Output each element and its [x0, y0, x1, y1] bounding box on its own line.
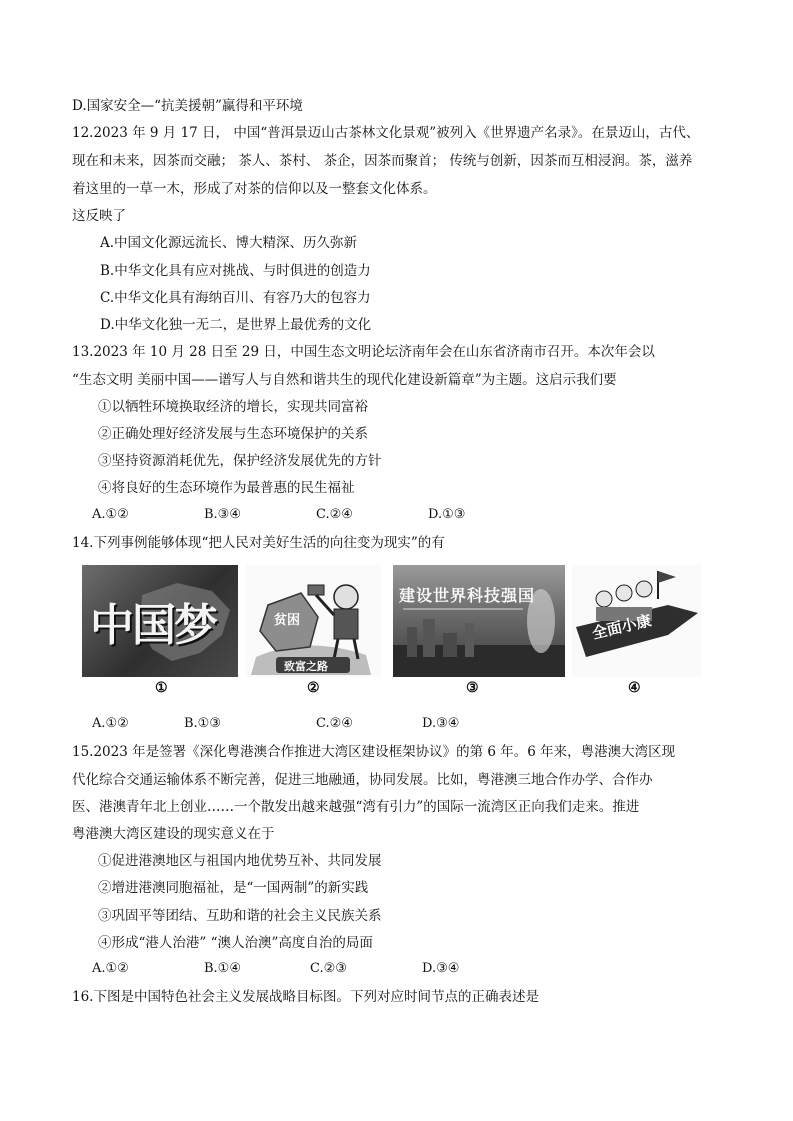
q12-stem-line-2: 现在和未来，因茶而交融； 茶人、茶村、 茶企，因茶而聚首； 传统与创新，因茶而互相浸润。茶，滋养	[72, 153, 693, 169]
q12-stem-line-4: 这反映了	[72, 208, 126, 224]
q14-image-4	[572, 565, 702, 677]
q15-stem-line-2: 代化综合交通运输体系不断完善，促进三地融通，协同发展。比如，粤港澳三地合作办学、合作办	[72, 772, 653, 788]
q13-stem-line-1: 13.2023 年 10 月 28 日至 29 日，中国生态文明论坛济南年会在山东省济南市召开。本次年会以	[72, 344, 655, 360]
q14-image-3-text: 建设世界科技强国	[399, 586, 536, 605]
q11-option-d: D.国家安全—“抗美援朝”赢得和平环境	[72, 98, 303, 114]
q16-stem: 16.下图是中国特色社会主义发展战略目标图。下列对应时间节点的正确表述是	[72, 989, 539, 1005]
q12-stem-line-1: 12.2023 年 9 月 17 日， 中国“普洱景迈山古茶林文化景观”被列入《世界遗产名录》。在景迈山，古代、	[72, 125, 700, 141]
q12-option-c: C.中华文化具有海纳百川、有容乃大的包容力	[100, 290, 371, 306]
q14-option-a: A.①②	[92, 716, 129, 731]
q13-item-2: ②正确处理好经济发展与生态环境保护的关系	[98, 426, 368, 442]
q15-option-b: B.①④	[204, 961, 241, 976]
q13-item-4: ④将良好的生态环境作为最普惠的民生福祉	[98, 480, 355, 496]
q15-option-a: A.①②	[92, 961, 129, 976]
q14-image-2-subtext: 致富之路	[284, 660, 328, 673]
q15-stem-line-3: 医、港澳青年北上创业……一个散发出越来越强“湾有引力”的国际一流湾区正向我们走来。推进	[72, 799, 640, 815]
q12-option-a: A.中国文化源远流长、博大精深、历久弥新	[100, 235, 358, 251]
q14-option-d: D.③④	[422, 716, 460, 731]
q15-option-d: D.③④	[422, 961, 460, 976]
q15-option-c: C.②③	[310, 961, 347, 976]
q12-option-d: D.中华文化独一无二，是世界上最优秀的文化	[100, 317, 372, 333]
city-skyline-illustration	[393, 565, 565, 677]
q13-item-1: ①以牺牲环境换取经济的增长，实现共同富裕	[98, 399, 368, 415]
q15-item-2: ②增进港澳同胞福祉，是“一国两制”的新实践	[98, 880, 369, 896]
q14-options	[92, 716, 712, 734]
q14-caption-1: ①	[155, 680, 168, 696]
q14-option-b: B.①③	[184, 716, 221, 731]
q14-image-3	[393, 565, 565, 677]
q15-item-1: ①促进港澳地区与祖国内地优势互补、共同发展	[98, 853, 382, 869]
q15-stem-line-1: 15.2023 年是签署《深化粤港澳合作推进大湾区建设框架协议》的第 6 年。6 年来，粤港澳大湾区现	[72, 744, 676, 760]
q13-option-d: D.①③	[428, 507, 466, 522]
q15-item-3: ③巩固平等团结、互助和谐的社会主义民族关系	[98, 908, 382, 924]
q14-image-1	[82, 565, 238, 677]
q15-stem-line-4: 粤港澳大湾区建设的现实意义在于	[72, 826, 275, 842]
q12-option-b: B.中华文化具有应对挑战、与时俱进的创造力	[100, 263, 371, 279]
q13-options	[92, 507, 712, 525]
q14-caption-3: ③	[466, 680, 479, 696]
q14-stem: 14.下列事例能够体现“把人民对美好生活的向往变为现实”的有	[72, 535, 445, 551]
q14-image-1-text: 中国梦	[90, 600, 216, 651]
q14-caption-4: ④	[628, 680, 641, 696]
q13-stem-line-2: “生态文明 美丽中国——谱写人与自然和谐共生的现代化建设新篇章”为主题。这启示我们要	[72, 372, 617, 388]
q15-options	[92, 961, 712, 979]
q13-option-a: A.①②	[92, 507, 129, 522]
q13-option-c: C.②④	[316, 507, 353, 522]
q14-caption-2: ②	[307, 680, 320, 696]
q15-item-4: ④形成“港人治港” “澳人治澳”高度自治的局面	[98, 935, 373, 951]
q14-image-2	[246, 565, 381, 677]
q13-option-b: B.③④	[204, 507, 241, 522]
q12-stem-line-3: 着这里的一草一木，形成了对茶的信仰以及一整套文化体系。	[72, 181, 437, 197]
q14-option-c: C.②④	[316, 716, 353, 731]
q13-item-3: ③坚持资源消耗优先，保护经济发展优先的方针	[98, 453, 382, 469]
q14-image-2-text: 贫困	[274, 613, 301, 628]
q14-image-4-text: 全面小康	[590, 611, 653, 643]
